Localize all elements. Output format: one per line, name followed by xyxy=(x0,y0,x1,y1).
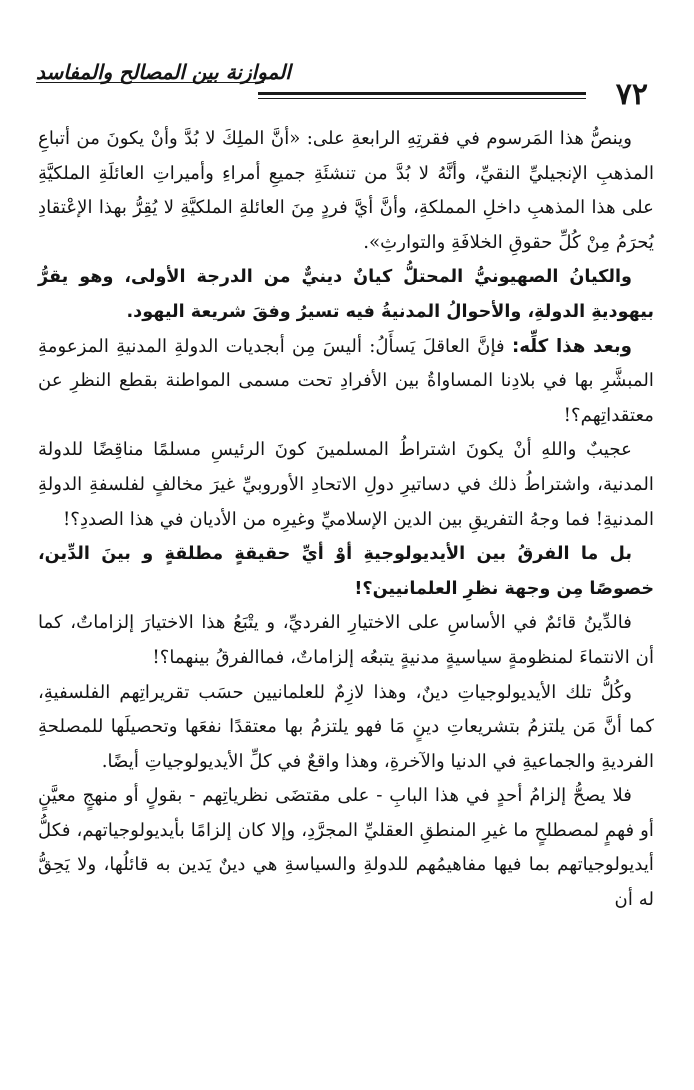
paragraph-text: فالدِّينُ قائمٌ في الأساسِ على الاختيارِ الفرديِّ، و يتْبَعُ هذا الاختيارَ إلزاماتٌ، كما أن الانتماءَ لمنظومةٍ سياسيةٍ مدنيةٍ يتبعُه إلزاماتٌ، فماالفرقُ بينهما؟! xyxy=(38,612,654,668)
paragraph-lead: وبعد هذا كلِّه: xyxy=(511,335,632,357)
header-rule-thin xyxy=(258,98,586,99)
paragraph-text: وينصُّ هذا المَرسوم في فقرتِهِ الرابعةِ على: «أنَّ الملِكَ لا بُدَّ وأنْ يكونَ من أتباعِ المذهبِ الإنجيليِّ النقيِّ، وأنَّهُ لا بُدَّ من تنشئَةِ جميعِ أمراءِ وأميراتِ العائلَةِ الملكيَّةِ على هذا المذهبِ داخلِ المملكةِ، وأنَّ أيَّ فردٍ مِنَ العائلةِ الملكيَّةِ لا يُقِرُّ بهذا الإعْتقادِ يُحرَمُ مِنْ كُلِّ حقوقِ الخلافَةِ والتوارثِ». xyxy=(38,128,654,253)
paragraph-text: عجيبٌ واللهِ أنْ يكونَ اشتراطُ المسلمينَ كونَ الرئيسِ مسلمًا مناقِضًا للدولة المدنية، واشتراطُ ذلك في دساتيرِ دولِ الاتحادِ الأوروبيِّ غيرَ مخالفٍ لفلسفةِ الدولةِ المدنيةِ! فما وجهُ التفريقِ بين الدين الإسلاميِّ وغيرِه من الأديان في هذا الصددِ؟! xyxy=(38,439,654,530)
paragraph xyxy=(38,122,654,260)
paragraph-text: بل ما الفرقُ بين الأيديولوجيةِ أوْ أيِّ حقيقةٍ مطلقةٍ و بينَ الدِّين، خصوصًا مِن وجهة نظرِ العلمانيين؟! xyxy=(38,544,654,599)
paragraph-text: فلا يصحُّ إلزامُ أحدٍ في هذا البابِ - على مقتضَى نظرياتِهم - بقولٍ أو منهجٍ معيَّنٍ أو فهمٍ لمصطلحٍ ما غيرِ المنطقِ العقليِّ المجرَّدِ، وإلا كان إلزامًا بأيديولوجياتهم، فكلُّ أيديولوجياتهم بما فيها مفاهيمُهم للدولةِ والسياسةِ هي دينٌ يَدين به قائلُها، ولا يَحِقُّ له أن xyxy=(38,785,654,911)
paragraph xyxy=(38,606,654,675)
page-header xyxy=(36,52,664,112)
paragraph-text: فإنَّ العاقلَ يَسأَلُ: أليسَ مِن أبجديات الدولةِ المدنيةِ المزعومةِ المبشَّرِ بها في بلادِنا المساواةُ بين الأفرادِ تحت مسمى المواطنة بقطع النظرِ عن معتقداتِهم؟! xyxy=(38,335,654,426)
header-rule-left xyxy=(36,82,264,83)
paragraph-bold xyxy=(38,260,654,329)
paragraph xyxy=(38,330,654,434)
paragraph xyxy=(38,433,654,537)
header-rule-thick xyxy=(258,92,586,95)
body-text xyxy=(38,122,654,918)
paragraph-text: وكُلُّ تلك الأيديولوجياتِ دينٌ، وهذا لازِمٌ للعلمانيين حسَب تقريراتِهم الفلسفيةِ، كما أنَّ مَن يلتزمُ بتشريعاتِ دينٍ مَا فهو يلتزمُ بها معتقدًا نفعَها وتحصيلَها للمصلحةِ الفرديةِ والجماعيةِ في الدنيا والآخرةِ، وهذا واقعٌ في كلِّ الأيديولوجياتِ أيضًا. xyxy=(38,681,654,772)
paragraph xyxy=(38,676,654,780)
running-title: الموازنة بين المصالح والمفاسد xyxy=(36,60,291,84)
page-number: ٧٢ xyxy=(615,77,648,112)
paragraph xyxy=(38,779,654,917)
paragraph-text: والكيانُ الصهيونيُّ المحتلُّ كيانٌ دينيٌّ من الدرجة الأولى، وهو يقرُّ بيهوديةِ الدولةِ، والأحوالُ المدنيةُ فيه تسيرُ وفقَ شريعة اليهود. xyxy=(38,267,654,322)
paragraph-bold xyxy=(38,537,654,606)
